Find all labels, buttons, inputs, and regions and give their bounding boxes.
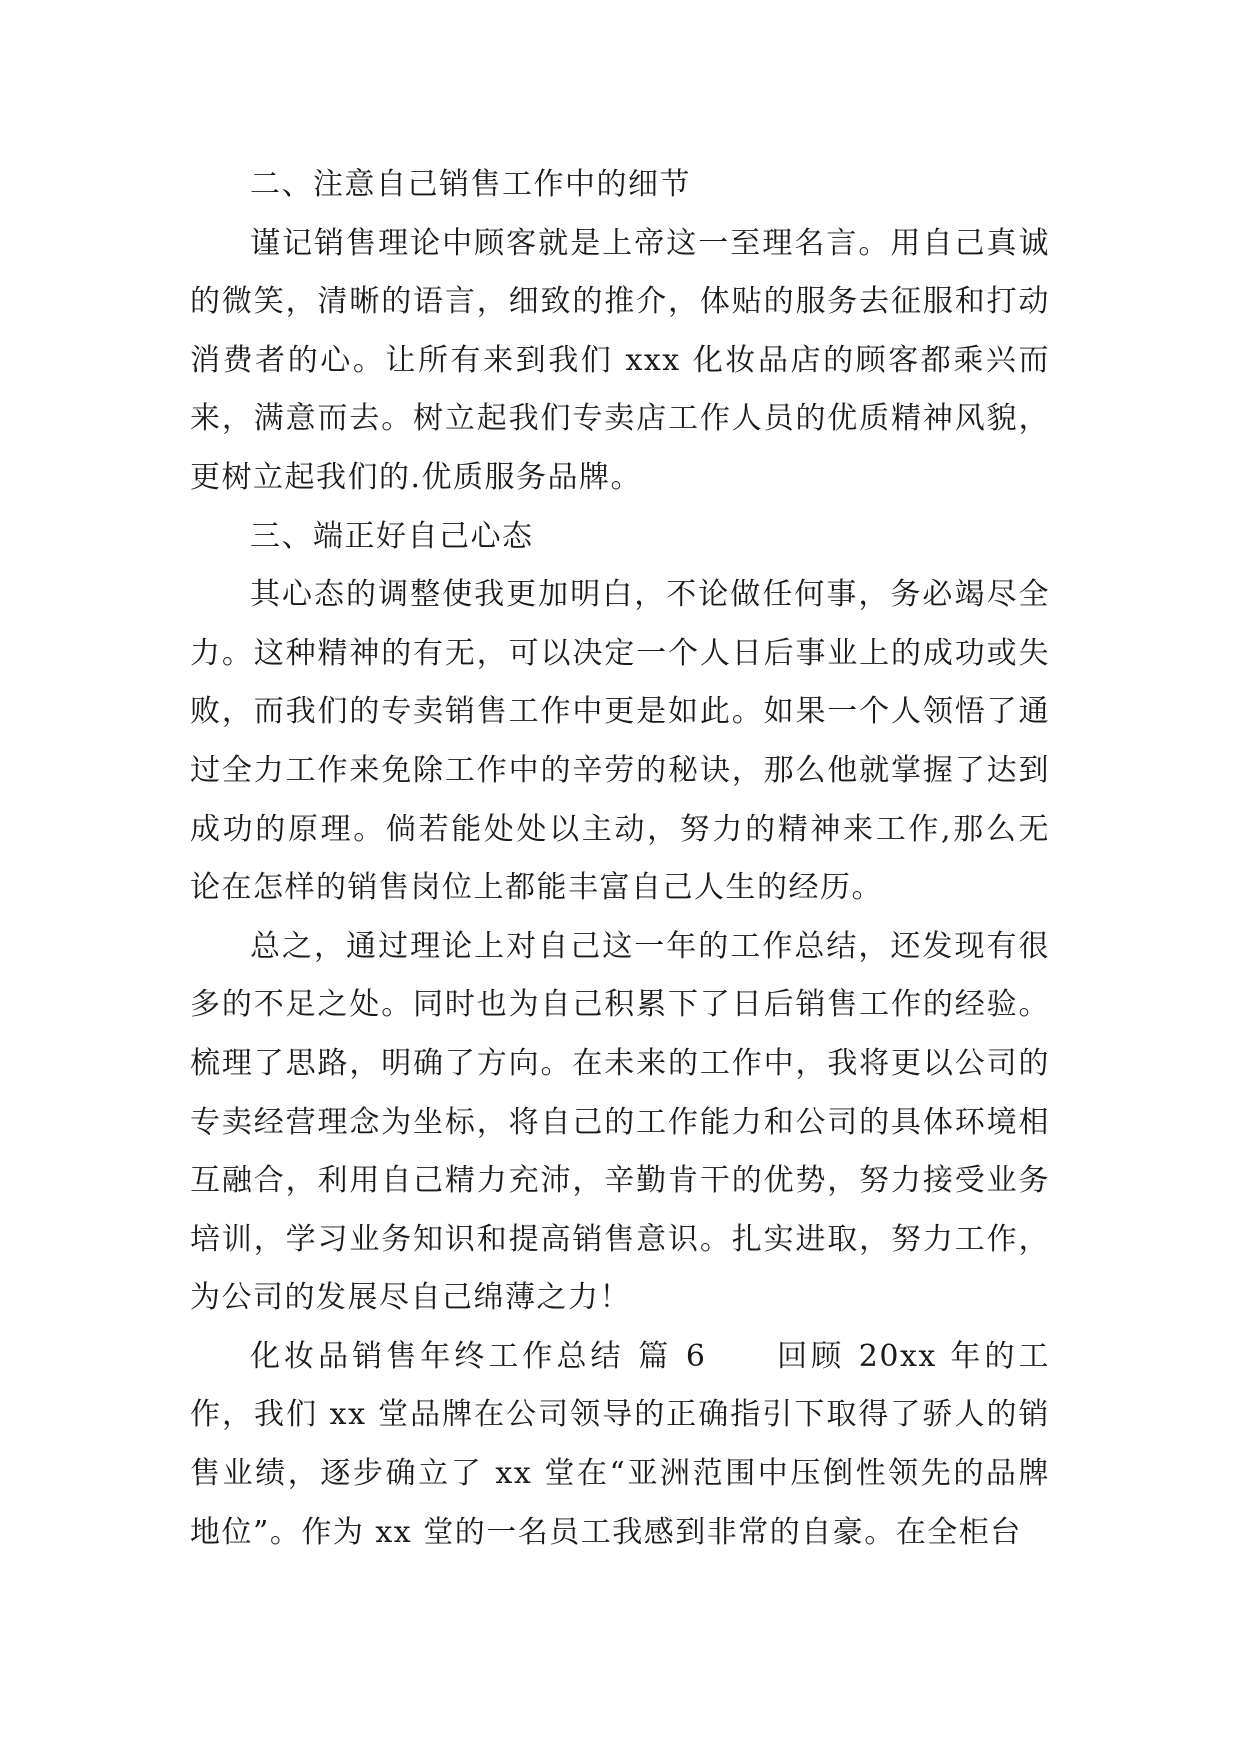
paragraph-article-6: 化妆品销售年终工作总结 篇 6 回顾 20xx 年的工作，我们 xx 堂品牌在公司领导的正确指引下取得了骄人的销售业绩，逐步确立了 xx 堂在“亚洲范围中压倒性领先的品牌地位”。作为 xx 堂的一名员工我感到非常的自豪。在全柜台 bbox=[190, 1338, 1050, 1550]
section-heading-attitude: 三、端正好自己心态 bbox=[250, 518, 534, 554]
paragraph-summary: 总之，通过理论上对自己这一年的工作总结，还发现有很多的不足之处。同时也为自己积累下了日后销售工作的经验。梳理了思路，明确了方向。在未来的工作中，我将更以公司的专卖经营理念为坐标，将自己的工作能力和公司的具体环境相互融合，利用自己精力充沛，辛勤肯干的优势，努力接受业务培训，学习业务知识和提高销售意识。扎实进取，努力工作，为公司的发展尽自己绵薄之力！ bbox=[190, 928, 1050, 1316]
document-body bbox=[190, 156, 1050, 1562]
paragraph-customer-service: 谨记销售理论中顾客就是上帝这一至理名言。用自己真诚的微笑，清晰的语言，细致的推介，体贴的服务去征服和打动消费者的心。让所有来到我们 xxx 化妆品店的顾客都乘兴而来，满意而去。树立起我们专卖店工作人员的优质精神风貌，更树立起我们的.优质服务品牌。 bbox=[190, 225, 1050, 495]
paragraph-attitude: 其心态的调整使我更加明白，不论做任何事，务必竭尽全力。这种精神的有无，可以决定一个人日后事业上的成功或失败，而我们的专卖销售工作中更是如此。如果一个人领悟了通过全力工作来免除工作中的辛劳的秘诀，那么他就掌握了达到成功的原理。倘若能处处以主动，努力的精神来工作,那么无论在怎样的销售岗位上都能丰富自己人生的经历。 bbox=[190, 577, 1050, 906]
section-heading-details: 二、注意自己销售工作中的细节 bbox=[250, 167, 691, 202]
